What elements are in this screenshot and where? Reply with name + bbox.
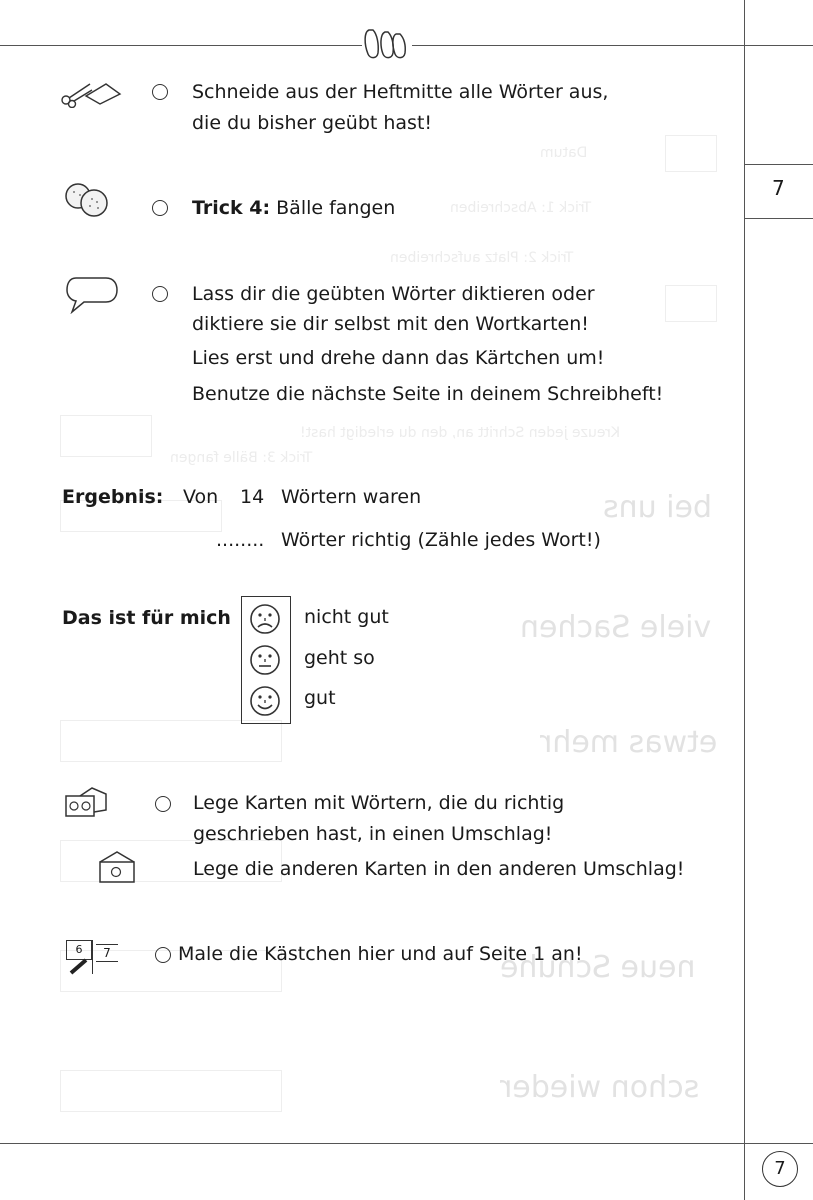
trick-name: Bälle fangen [276, 197, 396, 219]
task-envelope-line2: geschrieben hast, in einen Umschlag! [193, 823, 553, 845]
task-checkbox-dictate[interactable] [152, 286, 168, 302]
balls-icon [62, 182, 112, 218]
rating-option-gut: gut [304, 687, 336, 709]
result-von: Von [183, 486, 219, 508]
trick-label: Trick 4: [192, 197, 271, 219]
top-rule-right [412, 45, 813, 46]
neutral-face-icon[interactable] [249, 644, 281, 676]
task-cut-out-line1: Schneide aus der Heftmitte alle Wörter aus, [192, 81, 609, 103]
envelope-icon [62, 784, 112, 824]
result-waren: Wörtern waren [281, 486, 422, 508]
top-rule-left [0, 45, 362, 46]
task-checkbox-envelope[interactable] [155, 796, 171, 812]
task-envelope-line3: Lege die anderen Karten in den anderen Umschlag! [193, 858, 685, 880]
speech-bubble-icon [64, 274, 120, 314]
task-cut-out-line2: die du bisher geübt hast! [192, 112, 433, 134]
task-checkbox-cut-out[interactable] [152, 84, 168, 100]
tab-line-top [744, 164, 813, 165]
task-coloring-text: Male die Kästchen hier und auf Seite 1 an! [178, 943, 583, 965]
result-total-count: 14 [240, 486, 265, 508]
page-number-badge [762, 1151, 798, 1187]
tab-line-bottom [744, 218, 813, 219]
task-checkbox-coloring[interactable] [155, 947, 171, 963]
task-dictate-line2: diktiere sie dir selbst mit den Wortkarten! [192, 313, 589, 335]
happy-face-icon[interactable] [249, 685, 281, 717]
result-richtig: Wörter richtig (Zähle jedes Wort!) [281, 529, 601, 551]
task-trick-text [192, 196, 395, 220]
rating-option-geht-so: geht so [304, 647, 375, 669]
pencil-boxes-icon [66, 940, 120, 976]
margin-divider [744, 0, 745, 1200]
sad-face-icon[interactable] [249, 603, 281, 635]
result-label: Ergebnis: [62, 486, 164, 508]
result-correct-blank[interactable]: ........ [216, 529, 265, 551]
scissors-icon [60, 80, 122, 108]
envelope-icon [96, 848, 140, 888]
box-right: 7 [96, 944, 118, 962]
rating-option-nicht-gut: nicht gut [304, 606, 389, 628]
task-dictate-line4: Benutze die nächste Seite in deinem Schreibheft! [192, 383, 664, 405]
page-number: 7 [774, 1158, 786, 1179]
bottom-rule [0, 1143, 813, 1144]
rating-face-box [241, 596, 291, 724]
task-checkbox-trick[interactable] [152, 200, 168, 216]
task-envelope-line1: Lege Karten mit Wörtern, die du richtig [193, 792, 565, 814]
rating-label: Das ist für mich [62, 607, 231, 629]
footprints-icon [362, 26, 412, 62]
task-dictate-line1: Lass dir die geübten Wörter diktieren oder [192, 283, 595, 305]
chapter-tab-number: 7 [772, 176, 785, 200]
box-left: 6 [66, 940, 92, 960]
task-dictate-line3: Lies erst und drehe dann das Kärtchen um! [192, 347, 605, 369]
